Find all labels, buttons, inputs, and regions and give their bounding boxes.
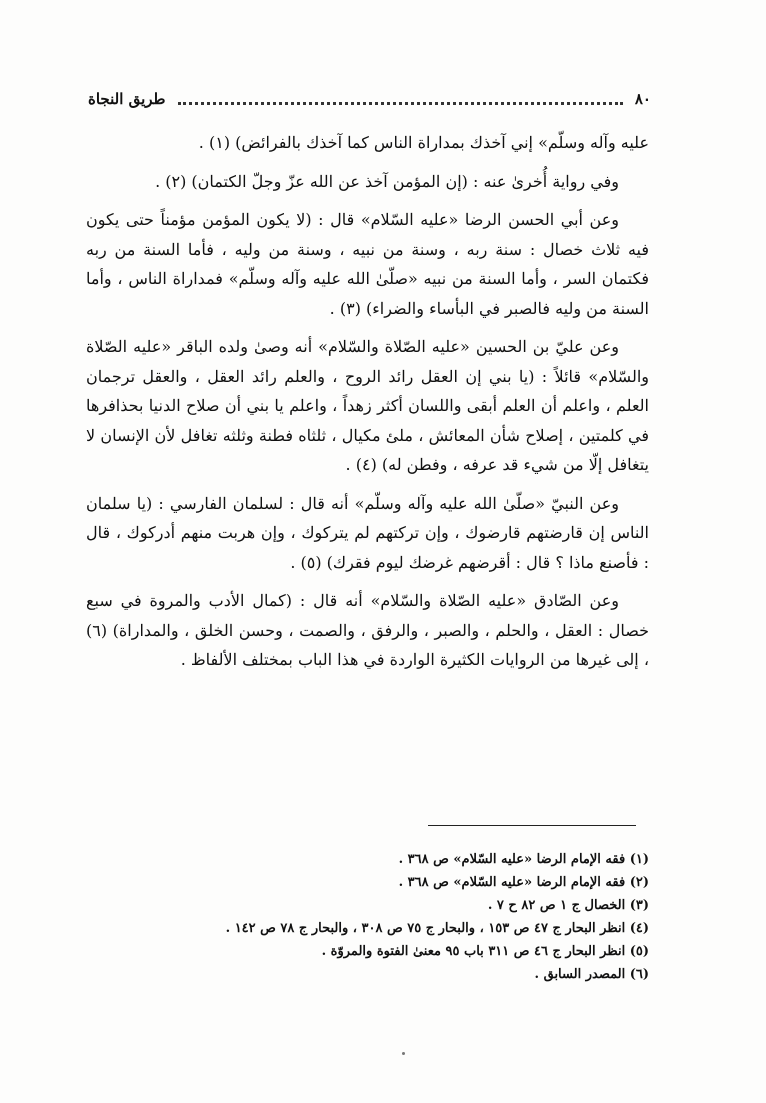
paragraph: وعن النبيّ «صلّىٰ الله عليه وآله وسلّم» أنه قال : لسلمان الفارسي : (يا سلمان الناس إن قارضتهم قارضوك ، وإن تركتهم لم يتركوك ، وإن هربت منهم أدركوك ، قال : فأصنع ماذا ؟ قال : أقرضهم غرضك ليوم فقرك) (٥) . [86, 493, 649, 572]
footnote: (٦) المصدر السابق . [534, 967, 649, 982]
paragraph: وفي رواية أُخرىٰ عنه : (إن المؤمن آخذ عن الله عزّ وجلّ الكتمان) (٢) . [155, 171, 619, 191]
scan-speck [402, 1052, 405, 1055]
paragraph: وعن أبي الحسن الرضا «عليه السّلام» قال : (لا يكون المؤمن مؤمناً حتى يكون فيه ثلاث خصال : سنة ربه ، وسنة من نبيه ، وسنة من وليه ، فأما السنة من ربه فكتمان السر ، وأما السنة من نبيه «صلّىٰ الله عليه وآله وسلّم» فمداراة الناس ، وأما السنة من وليه فالصبر في البأساء والضراء) (٣) . [86, 210, 649, 318]
paragraph: وعن الصّادق «عليه الصّلاة والسّلام» أنه قال : (كمال الأدب والمروة في سبع خصال : العقل ، والحلم ، والصبر ، والرفق ، والصمت ، وحسن الخلق ، والمداراة) (٦) ، إلى غيرها من الروايات الكثيرة الواردة في هذا الباب بمختلف الألفاظ . [86, 591, 649, 669]
footnote: (١) فقه الإمام الرضا «عليه السّلام» ص ٣٦٨ . [398, 852, 649, 867]
dotted-leader [178, 94, 623, 105]
footnotes [86, 848, 649, 986]
paragraph: وعن عليّ بن الحسين «عليه الصّلاة والسّلام» أنه وصىٰ ولده الباقر «عليه الصّلاة والسّلام» قائلاً : (يا بني إن العقل رائد الروح ، والعلم رائد العقل ، والعقل ترجمان العلم ، واعلم أن العلم أبقى واللسان أكثر زهداً ، واعلم يا بني أن صلاح الدنيا بحذافرها في كلمتين ، إصلاح شأن المعائش ، ملئ مكيال ، ثلثاه فطنة وثلثه تغافل لأن الإنسان لا يتغافل إلّا من شيء قد عرفه ، وفطن له) (٤) . [86, 337, 649, 474]
running-header [88, 86, 651, 112]
paragraph: عليه وآله وسلّم» إني آخذك بمداراة الناس كما آخذك بالفرائض) (١) . [198, 133, 649, 152]
main-text [86, 128, 649, 684]
running-title: طريق النجاة [88, 90, 166, 108]
page-number: ٨٠ [634, 90, 651, 108]
footnote-separator [428, 825, 636, 826]
footnote: (٢) فقه الإمام الرضا «عليه السّلام» ص ٣٦٨ . [398, 875, 649, 890]
footnote: (٤) انظر البحار ج ٤٧ ص ١٥٣ ، والبحار ج ٧٥ ص ٣٠٨ ، والبحار ج ٧٨ ص ١٤٢ . [225, 921, 649, 936]
footnote: (٥) انظر البحار ج ٤٦ ص ٣١١ باب ٩٥ معنىٰ الفتوة والمروّة . [321, 944, 649, 959]
footnote: (٣) الخصال ج ١ ص ٨٢ ح ٧ . [487, 898, 649, 913]
